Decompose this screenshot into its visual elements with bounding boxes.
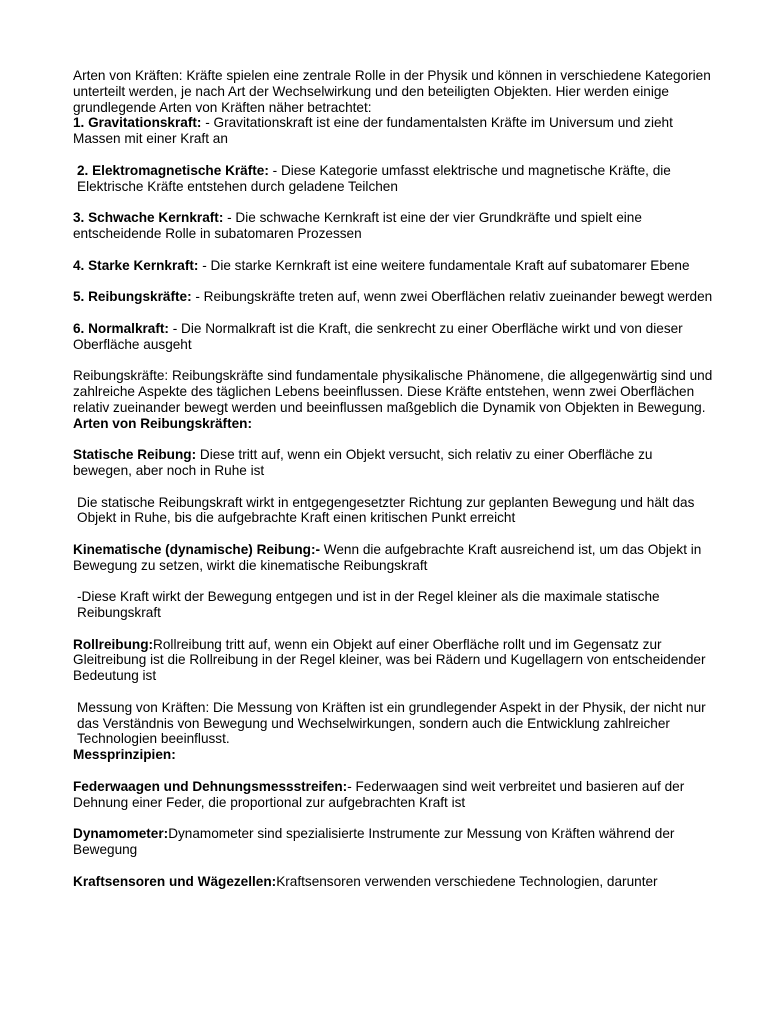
dynamometer-paragraph xyxy=(73,826,713,858)
term-text: - Federwaagen sind weit verbreitet und basieren auf der Dehnung einer Feder, die proportional zur aufgebrachten Kraft ist xyxy=(73,778,685,810)
rolling-friction-paragraph xyxy=(73,637,713,684)
term-text: Rollreibung tritt auf, wenn ein Objekt auf einer Oberfläche rollt und im Gegensatz zur Gleitreibung ist die Rollreibung in der Regel kleiner, was bei Rädern und Kugellagern von entscheidender Bedeutung ist xyxy=(73,636,706,684)
term-text: Diese tritt auf, wenn ein Objekt versucht, sich relativ zu einer Oberfläche zu bewegen, aber noch in Ruhe ist xyxy=(73,447,653,478)
heading-text: Messprinzipien: xyxy=(73,747,176,763)
term-text: Kraftsensoren verwenden verschiedene Technologien, darunter xyxy=(276,873,658,889)
document-page xyxy=(73,68,713,889)
force-text: - Die schwache Kernkraft ist eine der vier Grundkräfte und spielt eine entscheidende Rolle in subatomaren Prozessen xyxy=(73,210,642,241)
force-item-normal xyxy=(73,321,713,353)
kinetic-friction-paragraph xyxy=(73,542,713,574)
force-title: 1. Gravitationskraft: xyxy=(73,115,202,131)
term-text: Dynamometer sind spezialisierte Instrumente zur Messung von Kräften während der Bewegung xyxy=(73,826,675,858)
force-title: 6. Normalkraft: xyxy=(73,320,169,336)
kinetic-friction-detail: -Diese Kraft wirkt der Bewegung entgegen und ist in der Regel kleiner als die maximale statische Reibungskraft xyxy=(77,589,660,621)
force-item-friction xyxy=(73,289,713,305)
term-title: Statische Reibung: xyxy=(73,447,197,463)
term-title: Dynamometer: xyxy=(73,826,169,842)
force-item-gravitation xyxy=(73,115,713,147)
friction-types-heading xyxy=(73,416,713,432)
intro-paragraph: Arten von Kräften: Kräfte spielen eine zentrale Rolle in der Physik und können in verschiedene Kategorien unterteilt werden, je nach Art der Wechselwirkung und den beteiligten Objekten. Hier werden einige grundlegende Arten von Kräften näher betrachtet: xyxy=(73,68,711,115)
measurement-intro-paragraph: Messung von Kräften: Die Messung von Kräften ist ein grundlegender Aspekt in der Physik, der nicht nur das Verständnis von Bewegung und Wechselwirkungen, sondern auch die Entwicklung zahlreicher Technologien beeinflusst. xyxy=(77,699,706,747)
force-text: - Gravitationskraft ist eine der fundamentalsten Kräfte im Universum und zieht Massen mit einer Kraft an xyxy=(73,115,673,147)
term-title: Rollreibung: xyxy=(73,636,154,652)
force-text: - Diese Kategorie umfasst elektrische und magnetische Kräfte, die Elektrische Kräfte entstehen durch geladene Teilchen xyxy=(77,162,671,194)
force-title: 3. Schwache Kernkraft: xyxy=(73,210,224,226)
measurement-principles-heading xyxy=(73,747,713,763)
friction-intro-paragraph: Reibungskräfte: Reibungskräfte sind fundamentale physikalische Phänomene, die allgegenwärtig sind und zahlreiche Aspekte des täglichen Lebens beeinflussen. Diese Kräfte entstehen, wenn zwei Oberflächen relativ zueinander bewegt werden und beeinflussen maßgeblich die Dynamik von Objekten in Bewegung. xyxy=(73,368,713,415)
force-item-weak-nuclear xyxy=(73,210,713,242)
heading-text: Arten von Reibungskräften: xyxy=(73,415,253,431)
force-title: 4. Starke Kernkraft: xyxy=(73,257,199,273)
force-text: - Die Normalkraft ist die Kraft, die senkrecht zu einer Oberfläche wirkt und von dieser Oberfläche ausgeht xyxy=(73,320,683,352)
static-friction-detail: Die statische Reibungskraft wirkt in entgegengesetzter Richtung zur geplanten Bewegung und hält das Objekt in Ruhe, bis die aufgebrachte Kraft einen kritischen Punkt erreicht xyxy=(77,494,695,526)
term-text: Wenn die aufgebrachte Kraft ausreichend ist, um das Objekt in Bewegung zu setzen, wirkt die kinematische Reibungskraft xyxy=(73,541,702,573)
spring-scale-paragraph xyxy=(73,779,713,811)
force-text: - Die starke Kernkraft ist eine weitere fundamentale Kraft auf subatomarer Ebene xyxy=(198,257,690,273)
force-text: - Reibungskräfte treten auf, wenn zwei Oberflächen relativ zueinander bewegt werden xyxy=(191,289,713,305)
force-item-strong-nuclear xyxy=(73,258,713,274)
term-title: Kraftsensoren und Wägezellen: xyxy=(73,873,277,889)
force-sensor-paragraph xyxy=(73,874,713,890)
force-item-electromagnetic xyxy=(73,163,713,195)
static-friction-paragraph xyxy=(73,447,713,479)
term-title: Federwaagen und Dehnungsmessstreifen: xyxy=(73,778,348,794)
force-title: 2. Elektromagnetische Kräfte: xyxy=(77,162,269,178)
force-title: 5. Reibungskräfte: xyxy=(73,289,192,305)
term-title: Kinematische (dynamische) Reibung:- xyxy=(73,541,320,557)
